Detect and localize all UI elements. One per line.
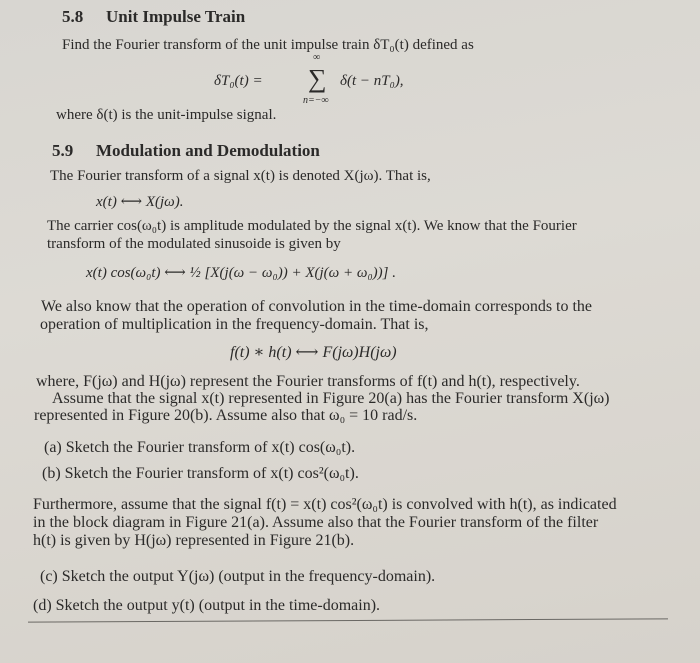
equation: f(t) ∗ h(t) ⟷ F(jω)H(jω) [230, 344, 397, 361]
paragraph: operation of multiplication in the frequency-domain. That is, [40, 316, 429, 333]
paragraph: represented in Figure 20(b). Assume also that ω₀ = 10 rad/s. [34, 407, 418, 424]
equation: x(t) ⟷ X(jω). [96, 194, 184, 210]
paragraph: where, F(jω) and H(jω) represent the Fourier transforms of f(t) and h(t), respectively. [36, 373, 580, 390]
equation: x(t) cos(ω₀t) ⟷ ½ [X(j(ω − ω₀)) + X(j(ω + ω₀))] . [86, 265, 396, 281]
paragraph: The Fourier transform of a signal x(t) is denoted X(jω). That is, [50, 168, 431, 184]
equation-rhs: δ(t − nT₀), [340, 73, 404, 89]
list-item: (d) Sketch the output y(t) (output in the time-domain). [33, 597, 381, 614]
list-item: (c) Sketch the output Y(jω) (output in the frequency-domain). [40, 568, 436, 585]
paragraph: transform of the modulated sinusoide is given by [47, 236, 341, 252]
list-item: (a) Sketch the Fourier transform of x(t) cos(ω₀t). [44, 439, 356, 456]
paragraph: The carrier cos(ω₀t) is amplitude modulated by the signal x(t). We know that the Fourier [47, 218, 577, 234]
paragraph: Furthermore, assume that the signal f(t) = x(t) cos²(ω₀t) is convolved with h(t), as indicated [33, 496, 617, 513]
sum-symbol: ∑ [308, 64, 327, 93]
paragraph: Assume that the signal x(t) represented in Figure 20(a) has the Fourier transform X(jω) [52, 390, 610, 407]
paragraph: in the block diagram in Figure 21(a). Assume also that the Fourier transform of the filter [33, 514, 599, 531]
list-item: (b) Sketch the Fourier transform of x(t) cos²(ω₀t). [42, 465, 359, 482]
paragraph: Find the Fourier transform of the unit impulse train δT₀(t) defined as [62, 37, 474, 53]
paragraph: We also know that the operation of convolution in the time-domain corresponds to the [41, 298, 593, 315]
divider [28, 618, 668, 622]
sum-upper-limit: ∞ [313, 52, 321, 63]
sum-lower-limit: n=−∞ [303, 95, 329, 106]
paragraph: h(t) is given by H(jω) represented in Figure 21(b). [33, 532, 355, 549]
paragraph: where δ(t) is the unit-impulse signal. [56, 107, 277, 123]
equation-lhs: δT₀(t) = [214, 73, 263, 89]
section-heading: 5.9 Modulation and Demodulation [52, 141, 320, 160]
section-heading: 5.8 Unit Impulse Train [62, 7, 246, 26]
